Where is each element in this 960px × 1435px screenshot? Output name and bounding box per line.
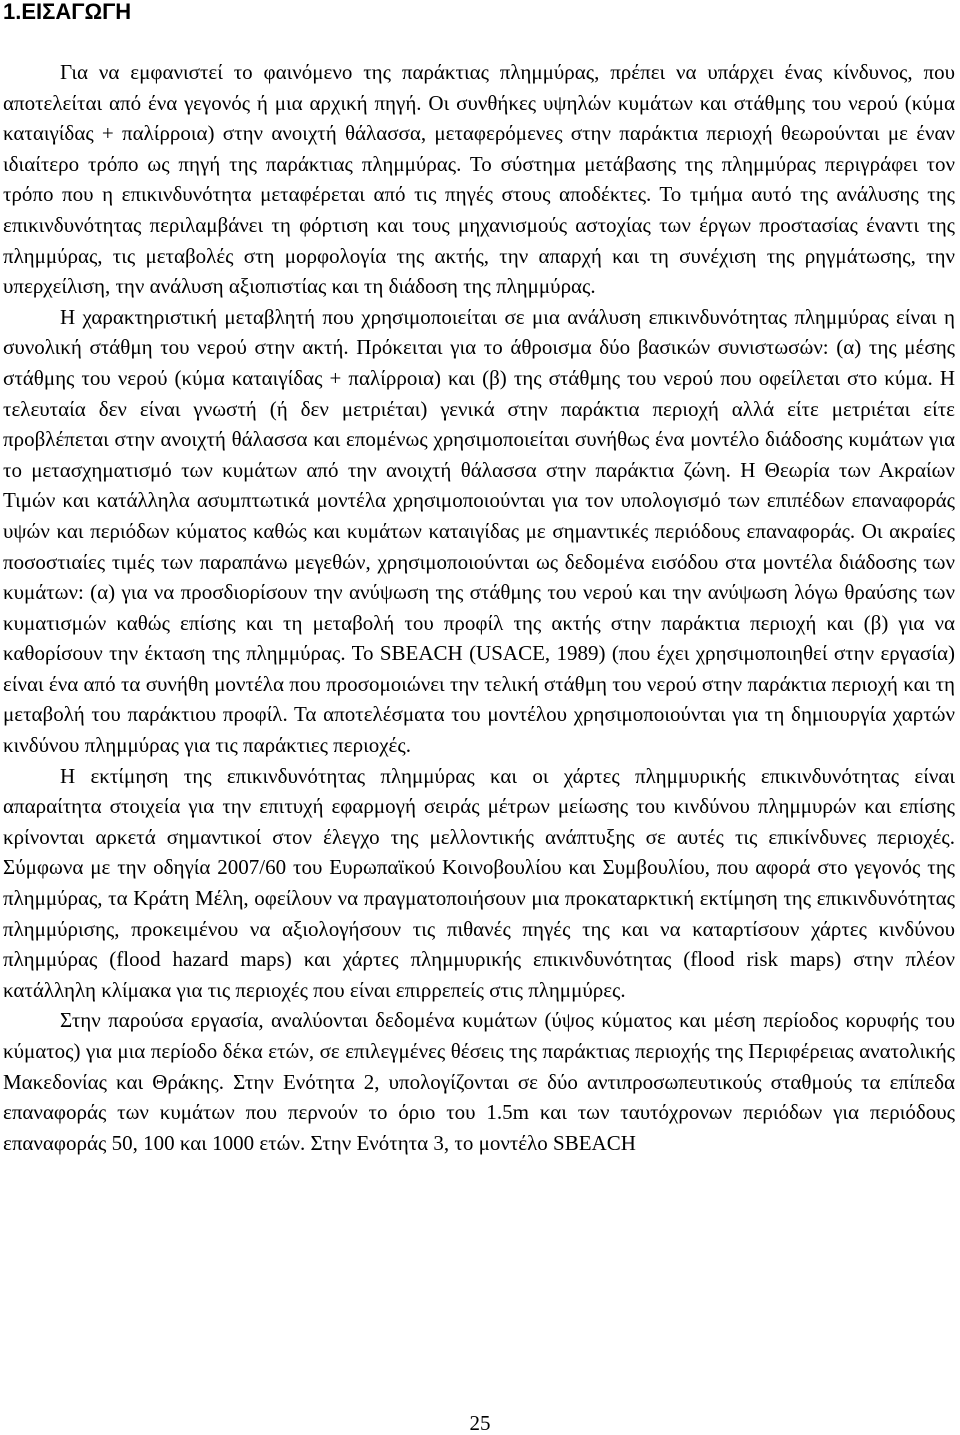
body-text [3, 57, 955, 1158]
section-heading: 1.ΕΙΣΑΓΩΓΗ [3, 0, 132, 24]
page-number: 25 [469, 1411, 491, 1435]
paragraph: Για να εμφανιστεί το φαινόμενο της παράκτιας πλημμύρας, πρέπει να υπάρχει ένας κίνδυνος, που αποτελείται από ένα γεγονός ή μια αρχική πηγή. Οι συνθήκες υψηλών κυμάτων και στάθμης του νερού (κύμα καταιγίδας + παλίρροια) στην ανοιχτή θάλασσα, μεταφερόμενες στην παράκτια περιοχή θεωρούνται με έναν ιδιαίτερο τρόπο ως πηγή της παράκτιας πλημμύρας. Το σύστημα μετάβασης της πλημμύρας περιγράφει τον τρόπο που η επικινδυνότητα μεταφέρεται από τις πηγές στους αποδέκτες. Το τμήμα αυτό της ανάλυσης της επικινδυνότητας περιλαμβάνει τη φόρτιση και τους μηχανισμούς αστοχίας των έργων προστασίας έναντι της πλημμύρας, τις μεταβολές στη μορφολογία της ακτής, την απαρχή και τη συνέχιση της ρηγμάτωσης, την υπερχείλιση, την ανάλυση αξιοπιστίας και τη διάδοση της πλημμύρας. [3, 60, 955, 299]
paragraph: Στην παρούσα εργασία, αναλύονται δεδομένα κυμάτων (ύψος κύματος και μέση περίοδος κορυφής του κύματος) για μια περίοδο δέκα ετών, σε επιλεγμένες θέσεις της παράκτιας περιοχής της Περιφέρειας ανατολικής Μακεδονίας και Θράκης. Στην Ενότητα 2, υπολογίζονται σε δύο αντιπροσωπευτικούς σταθμούς τα επίπεδα επαναφοράς των κυμάτων που περνούν το όριο του 1.5m και των ταυτόχρονων περιόδων για περιόδους επαναφοράς 50, 100 και 1000 ετών. Στην Ενότητα 3, το μοντέλο SBEACH [3, 1008, 955, 1155]
paragraph: Η χαρακτηριστική μεταβλητή που χρησιμοποιείται σε μια ανάλυση επικινδυνότητας πλημμύρας είναι η συνολική στάθμη του νερού στην ακτή. Πρόκειται για το άθροισμα δύο βασικών συνιστωσών: (α) της μέσης στάθμης του νερού (κύμα καταιγίδας + παλίρροια) και (β) της στάθμης του νερού που οφείλεται στο κύμα. Η τελευταία δεν είναι γνωστή (ή δεν μετριέται) γενικά στην παράκτια περιοχή αλλά είτε μετριέται είτε προβλέπεται στην ανοιχτή θάλασσα και επομένως χρησιμοποιείται συνήθως ένα μοντέλο διάδοσης κυμάτων για το μετασχηματισμό των κυμάτων από την ανοιχτή θάλασσα στην παράκτια ζώνη. Η Θεωρία των Ακραίων Τιμών και κατάλληλα ασυμπτωτικά μοντέλα χρησιμοποιούνται για τον υπολογισμό των επιπέδων επαναφοράς υψών και περιόδων κύματος καθώς και κυμάτων καταιγίδας με σημαντικές περιόδους επαναφοράς. Οι ακραίες ποσοστιαίες τιμές των παραπάνω μεγεθών, χρησιμοποιούνται ως δεδομένα εισόδου στα μοντέλα διάδοσης των κυμάτων: (α) για να προσδιορίσουν την ανύψωση της στάθμης του νερού και την ανύψωση λόγω θραύσης των κυματισμών καθώς επίσης και τη μεταβολή του προφίλ της ακτής στην παράκτια περιοχή και (β) για να καθορίσουν την έκταση της πλημμύρας. Το SBEACH (USACE, 1989) (που έχει χρησιμοποιηθεί στην εργασία) είναι ένα από τα συνήθη μοντέλα που προσομοιώνει την τελική στάθμη του νερού στην παράκτια περιοχή και τη μεταβολή του παράκτιου προφίλ. Τα αποτελέσματα του μοντέλου χρησιμοποιούνται για τη δημιουργία χαρτών κινδύνου πλημμύρας για τις παράκτιες περιοχές. [3, 304, 955, 758]
paragraph: Η εκτίμηση της επικινδυνότητας πλημμύρας και οι χάρτες πλημμυρικής επικινδυνότητας είναι απαραίτητα στοιχεία για την επιτυχή εφαρμογή σειράς μέτρων μείωσης του κινδύνου πλημμυρών και επίσης κρίνονται αρκετά σημαντικοί στον έλεγχο της μελλοντικής ανάπτυξης σε αυτές τις επικίνδυνες περιοχές. Σύμφωνα με την οδηγία 2007/60 του Ευρωπαϊκού Κοινοβουλίου και Συμβουλίου, που αφορά στο γεγονός της πλημμύρας, τα Κράτη Μέλη, οφείλουν να πραγματοποιήσουν μια προκαταρκτική εκτίμηση της επικινδυνότητας πλημμύρισης, προκειμένου να αξιολογήσουν τις πιθανές πηγές της και να καταρτίσουν χάρτες κινδύνου πλημμύρας (flood hazard maps) και χάρτες πλημμυρικής επικινδυνότητας (flood risk maps) στην πλέον κατάλληλη κλίμακα για τις περιοχές που είναι επιρρεπείς στις πλημμύρες. [3, 763, 955, 1002]
